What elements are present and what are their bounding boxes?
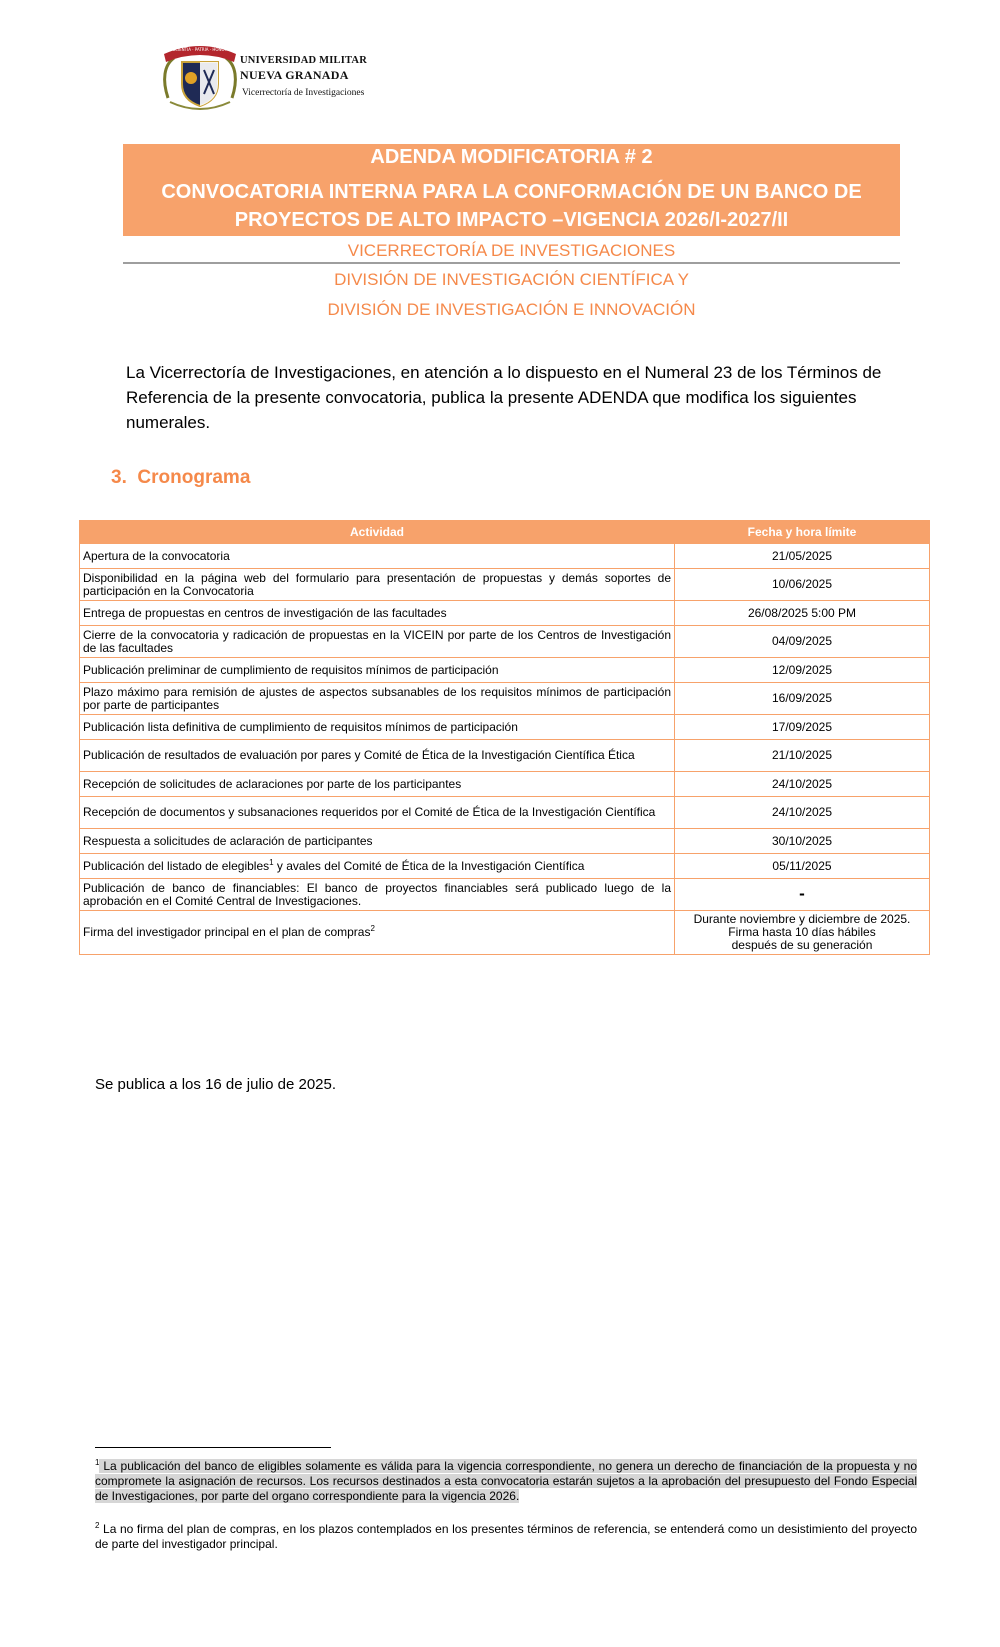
footnote-number: 2 [95, 1521, 100, 1530]
header-date: Fecha y hora límite [675, 521, 930, 544]
date-cell: 10/06/2025 [675, 569, 930, 601]
date-cell: 12/09/2025 [675, 658, 930, 683]
activity-cell: Publicación lista definitiva de cumplimiento de requisitos mínimos de participación [80, 715, 675, 740]
footnote-2 [95, 1522, 917, 1552]
logo-university-line2: NUEVA GRANADA [240, 67, 349, 82]
table-row [80, 626, 930, 658]
table-row [80, 911, 930, 955]
activity-text: Firma del investigador principal en el plan de compras [83, 925, 371, 939]
table-row [80, 797, 930, 829]
activity-cell: Recepción de solicitudes de aclaraciones por parte de los participantes [80, 772, 675, 797]
date-line-1: Durante noviembre y diciembre de 2025. [693, 912, 911, 926]
footnote-text: La publicación del banco de eligibles solamente es válida para la vigencia correspondiente, no genera un derecho de financiación de la propuesta y no compromete la asignación de recursos. Los recursos destinados a esta convocatoria estarán sujetos a la aprobación del presupuesto del Fondo Especial de Investigaciones, por parte del organo correspondiente para la vigencia 2026. [95, 1459, 917, 1503]
activity-cell: Publicación de resultados de evaluación por pares y Comité de Ética de la Investigación Científica Ética [80, 740, 675, 772]
date-cell: 16/09/2025 [675, 683, 930, 715]
unit-division-innovacion: DIVISIÓN DE INVESTIGACIÓN E INNOVACIÓN [327, 300, 696, 319]
activity-cell: Apertura de la convocatoria [80, 544, 675, 569]
university-logo [160, 40, 400, 110]
date-cell [675, 879, 930, 911]
table-row [80, 715, 930, 740]
activity-cell: Cierre de la convocatoria y radicación de propuestas en la VICEIN por parte de los Centros de Investigación de las facultades [80, 626, 675, 658]
activity-cell: Disponibilidad en la página web del formulario para presentación de propuestas y demás soportes de participación en la Convocatoria [80, 569, 675, 601]
date-line-3: después de su generación [731, 938, 873, 952]
table-row [80, 854, 930, 879]
activity-cell: Recepción de documentos y subsanaciones requeridos por el Comité de Ética de la Investigación Científica [80, 797, 675, 829]
date-cell: 05/11/2025 [675, 854, 930, 879]
activity-cell: Respuesta a solicitudes de aclaración de participantes [80, 829, 675, 854]
date-cell: 30/10/2025 [675, 829, 930, 854]
activity-cell: Publicación preliminar de cumplimiento de requisitos mínimos de participación [80, 658, 675, 683]
activity-cell: Plazo máximo para remisión de ajustes de aspectos subsanables de los requisitos mínimos de participación por parte de participantes [80, 683, 675, 715]
date-cell: 04/09/2025 [675, 626, 930, 658]
table-row [80, 772, 930, 797]
date-cell: 21/10/2025 [675, 740, 930, 772]
table-row [80, 658, 930, 683]
activity-cell: Publicación de banco de financiables: El banco de proyectos financiables será publicado luego de la aprobación en el Comité Central de Investigaciones. [80, 879, 675, 911]
date-cell [675, 911, 930, 955]
date-cell: 24/10/2025 [675, 797, 930, 829]
activity-cell [80, 854, 675, 879]
table-row [80, 544, 930, 569]
date-dash: - [799, 884, 805, 903]
activity-cell: Entrega de propuestas en centros de investigación de las facultades [80, 601, 675, 626]
table-row [80, 569, 930, 601]
date-cell: 26/08/2025 5:00 PM [675, 601, 930, 626]
table-row [80, 829, 930, 854]
section-heading [111, 467, 250, 489]
date-line-2: Firma hasta 10 días hábiles [728, 925, 876, 939]
logo-motto: SCIENTIA · PATRIA · HONOR [172, 47, 228, 52]
title-banner [123, 144, 900, 236]
footnote-text: La no firma del plan de compras, en los plazos contemplados en los presentes términos de referencia, se entenderá como un desistimiento del proyecto de parte del investigador principal. [95, 1522, 917, 1551]
footnote-number: 1 [95, 1458, 100, 1467]
date-cell: 17/09/2025 [675, 715, 930, 740]
table-row [80, 740, 930, 772]
footnote-divider [95, 1447, 331, 1448]
table-row [80, 879, 930, 911]
footnote-ref-2[interactable]: 2 [370, 924, 375, 933]
ribbon-motto [160, 41, 240, 61]
activity-text: Publicación del listado de elegibles [83, 858, 270, 873]
activity-cell [80, 911, 675, 955]
table-row [80, 601, 930, 626]
banner-divider [123, 262, 900, 264]
publication-date: Se publica a los 16 de julio de 2025. [95, 1076, 337, 1093]
logo-university-line1: UNIVERSIDAD MILITAR [240, 55, 367, 66]
unit-division-cientifica: DIVISIÓN DE INVESTIGACIÓN CIENTÍFICA Y [334, 270, 689, 289]
call-title: CONVOCATORIA INTERNA PARA LA CONFORMACIÓN DE UN BANCO DE PROYECTOS DE ALTO IMPACTO –VIGENCIA 2026/I-2027/II [161, 181, 862, 231]
header-activity: Actividad [80, 521, 675, 544]
table-row [80, 683, 930, 715]
schedule-table [79, 520, 930, 955]
logo-vicerrectoria: Vicerrectoría de Investigaciones [242, 87, 365, 98]
activity-text-cont: y avales del Comité de Ética de la Investigación Científica [273, 858, 585, 873]
footnote-ref-1[interactable]: 1 [269, 857, 274, 867]
date-cell: 24/10/2025 [675, 772, 930, 797]
section-title: Cronograma [137, 467, 251, 488]
section-number: 3. [111, 467, 127, 488]
date-cell: 21/05/2025 [675, 544, 930, 569]
intro-paragraph: La Vicerrectoría de Investigaciones, en atención a lo dispuesto en el Numeral 23 de los Términos de Referencia de la presente convocatoria, publica la presente ADENDA que modifica los siguientes numerales. [126, 363, 882, 432]
footnote-1 [95, 1459, 917, 1504]
table-header-row [80, 521, 930, 544]
addendum-title: ADENDA MODIFICATORIA # 2 [370, 146, 653, 168]
unit-vicerrectoria: VICERRECTORÍA DE INVESTIGACIONES [347, 241, 676, 260]
